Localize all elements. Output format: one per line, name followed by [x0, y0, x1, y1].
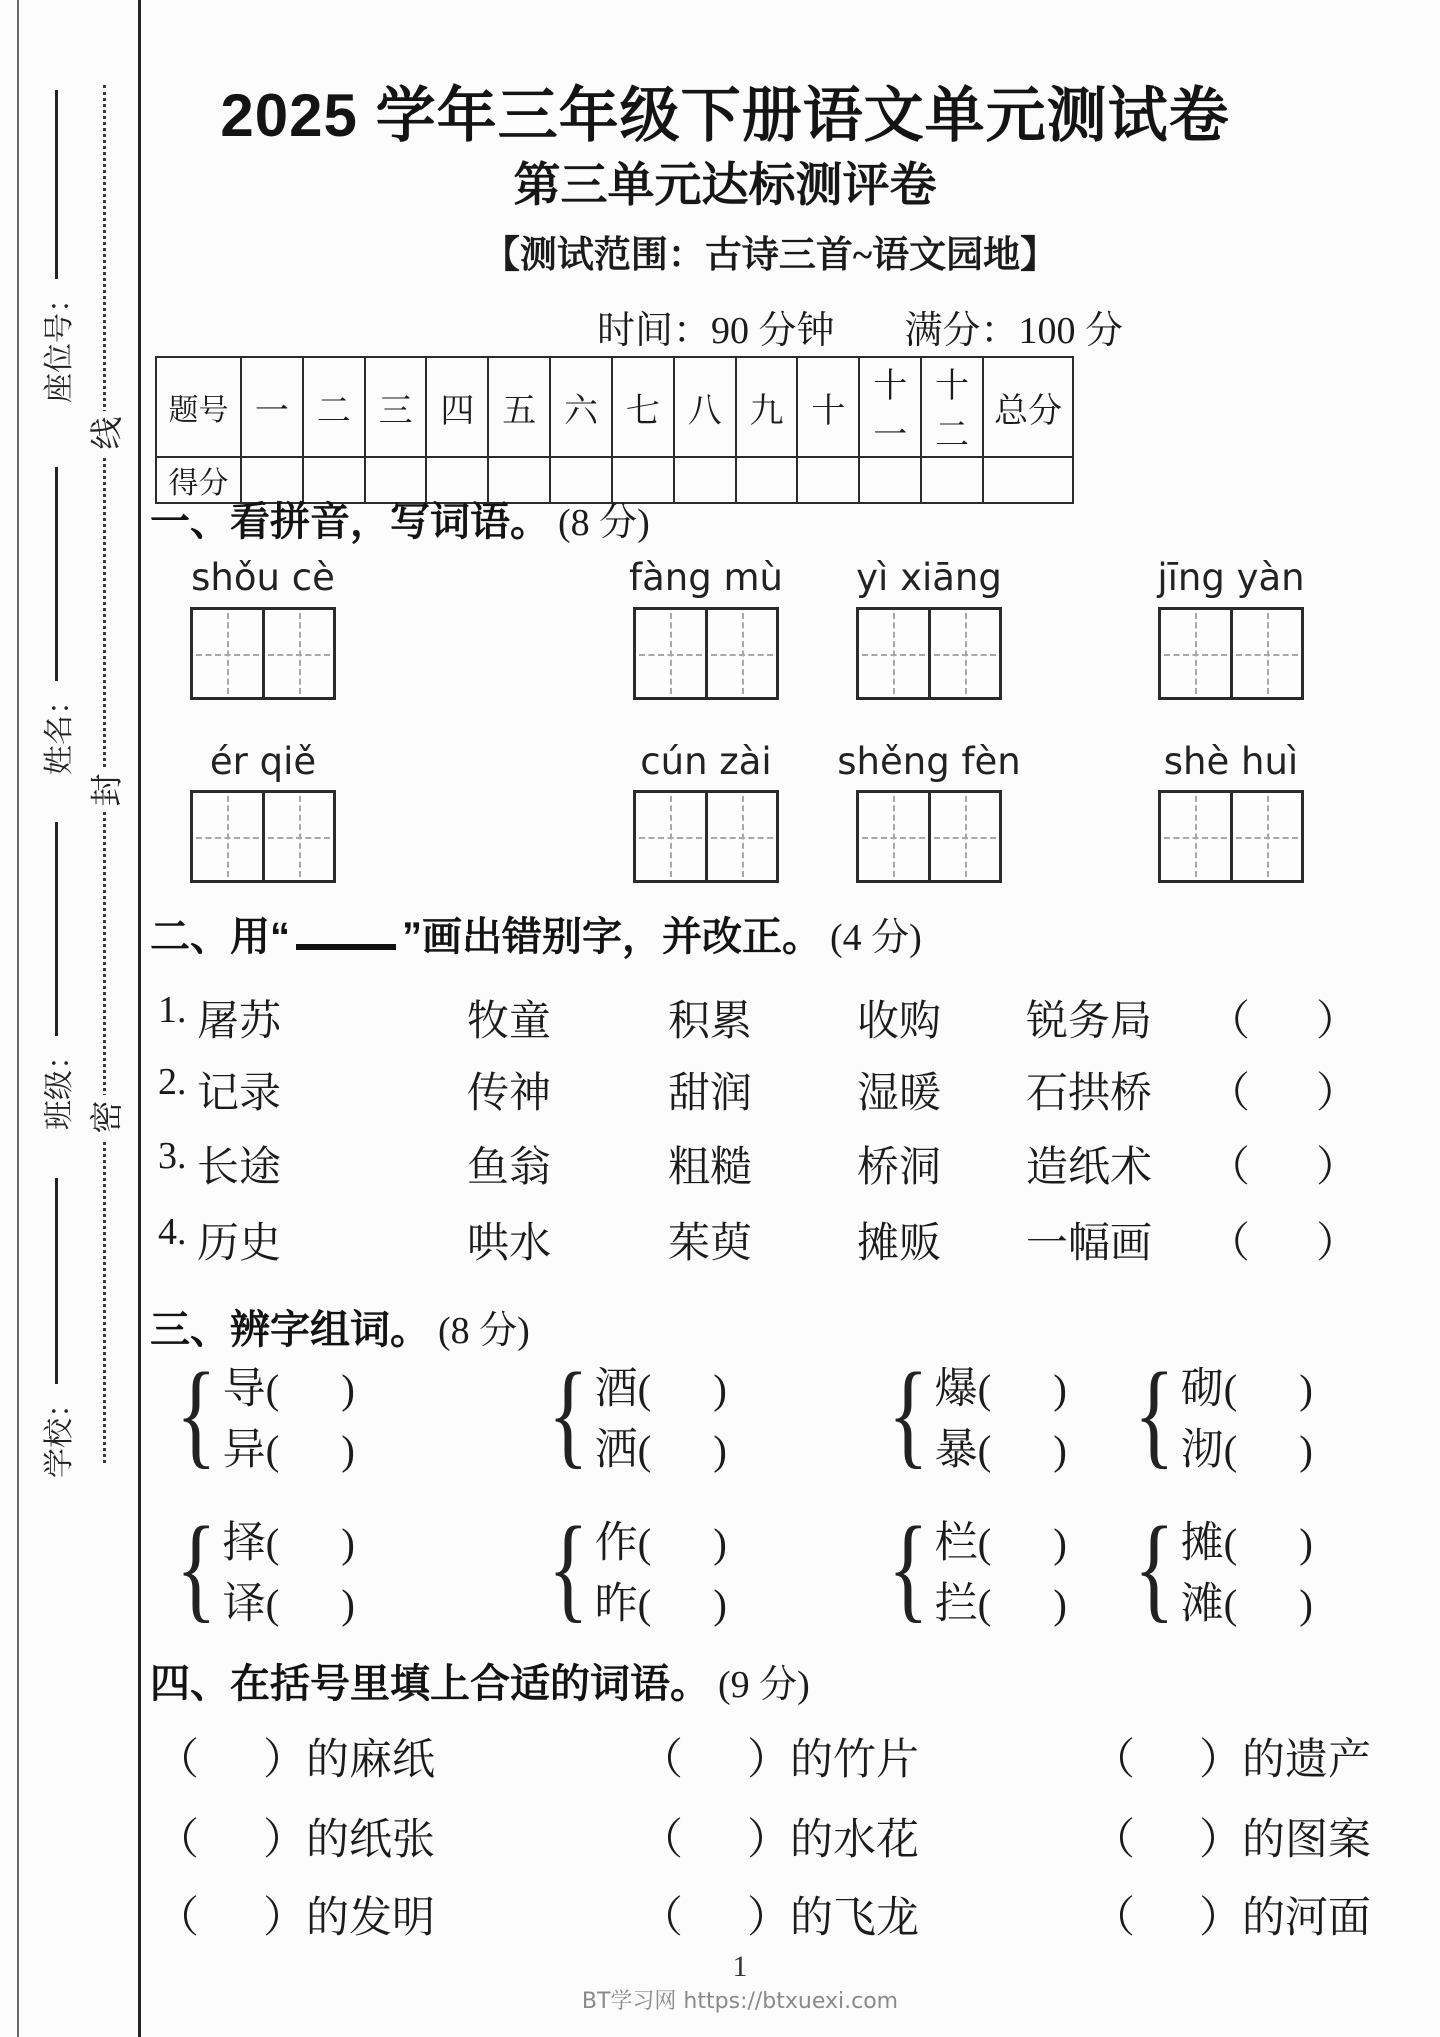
exam-scope: 【测试范围：古诗三首~语文园地】: [482, 235, 1058, 276]
writing-cell: [1161, 793, 1230, 880]
answer-paren-close: ）: [263, 1817, 306, 1864]
fill-in-item: [1092, 1884, 1371, 1945]
char-pair-lines: [223, 1509, 355, 1627]
char-pair-lines: [223, 1355, 355, 1473]
answer-paren-open: （: [1208, 1221, 1251, 1267]
char-pair-lines: [935, 1355, 1067, 1473]
score-col-header: 一: [241, 357, 303, 457]
brace-bracket: {: [175, 1348, 217, 1479]
char-pair-group: [1126, 1502, 1313, 1633]
answer-paren-close: ): [713, 1427, 727, 1473]
word-item: 的麻纸: [306, 1737, 435, 1784]
section3-heading-text: 三、辨字组词。: [150, 1308, 430, 1352]
answer-paren-open: (: [1223, 1520, 1238, 1566]
score-col-header: 十二: [921, 357, 983, 457]
pinyin-word: jīng yàn: [1157, 556, 1305, 599]
header-scope-row: [140, 224, 1310, 278]
answer-paren-close: ): [341, 1520, 355, 1566]
word-item: 牧童: [467, 999, 552, 1045]
word-item: 甜润: [668, 1071, 753, 1117]
brace-bracket: {: [1133, 1502, 1175, 1633]
answer-paren-close: ): [1299, 1520, 1313, 1566]
section2-heading: [150, 905, 922, 962]
answer-paren-open: （: [1092, 1737, 1135, 1784]
answer-paren-close: ): [341, 1581, 355, 1627]
fill-in-item: [156, 1884, 435, 1945]
score-cell: [983, 457, 1073, 503]
answer-paren-open: (: [1223, 1366, 1238, 1412]
word-item: 记录: [197, 1071, 282, 1117]
writing-cell: [705, 793, 777, 880]
seat-number-blank-line: [55, 90, 58, 279]
score-col-header: 五: [488, 357, 550, 457]
section2-points: (4 分): [830, 917, 922, 959]
char-item: 异: [222, 1427, 266, 1474]
seal-char-mi: 密: [82, 1095, 126, 1139]
answer-paren-open: (: [977, 1520, 992, 1566]
char-item: 滩: [1180, 1581, 1224, 1628]
score-col-header: 十一: [859, 357, 921, 457]
brace-bracket: {: [887, 1348, 929, 1479]
word-item: 的飞龙: [790, 1895, 919, 1942]
char-item: 摊: [1180, 1520, 1224, 1567]
exam-time: 时间：90 分钟: [596, 310, 835, 352]
error-word-row: [0, 1060, 1440, 1117]
char-pair-lines: [595, 1509, 727, 1627]
section3-points: (8 分): [438, 1310, 530, 1352]
char-item: 拦: [934, 1581, 978, 1628]
answer-paren-close: ): [1299, 1366, 1313, 1412]
blank-underline: [296, 916, 396, 950]
answer-paren-open: （: [1092, 1895, 1135, 1942]
section4-heading-text: 四、在括号里填上合适的词语。: [150, 1662, 710, 1706]
fill-in-item: [156, 1806, 435, 1867]
answer-paren-open: (: [1223, 1581, 1238, 1627]
answer-paren-open: (: [637, 1520, 652, 1566]
writing-cell: [1230, 610, 1302, 697]
score-col-header: 三: [365, 357, 427, 457]
exam-subtitle: 第三单元达标测评卷: [513, 158, 937, 211]
word-item: 锐务局: [1026, 999, 1153, 1045]
writing-cell: [262, 793, 334, 880]
pinyin-writing-box: [190, 607, 336, 700]
word-item: 的图案: [1242, 1817, 1371, 1864]
word-item: 屠苏: [197, 999, 282, 1045]
char-item: 暴: [934, 1427, 978, 1474]
answer-paren-close: ): [1053, 1366, 1067, 1412]
score-col-header: 六: [550, 357, 612, 457]
char-item: 导: [222, 1366, 266, 1413]
fill-in-item: [156, 1726, 435, 1787]
char-pair-group: [168, 1348, 355, 1479]
answer-paren-close: ): [1053, 1427, 1067, 1473]
answer-paren-open: （: [640, 1895, 683, 1942]
answer-paren-open: （: [156, 1895, 199, 1942]
char-item: 择: [222, 1520, 266, 1567]
answer-paren-close: ）: [747, 1737, 790, 1784]
char-pair-group: [168, 1502, 355, 1633]
answer-paren-open: (: [265, 1581, 280, 1627]
word-item: 粗糙: [668, 1145, 753, 1191]
word-item: 的竹片: [790, 1737, 919, 1784]
writing-cell: [928, 793, 1000, 880]
char-pair-group: [540, 1502, 727, 1633]
pinyin-writing-box: [1158, 607, 1304, 700]
name-field: [33, 467, 79, 775]
answer-paren-open: （: [156, 1817, 199, 1864]
score-col-header: 总分: [983, 357, 1073, 457]
char-pair-lines: [935, 1509, 1067, 1627]
answer-paren-open: (: [977, 1427, 992, 1473]
answer-paren-close: ）: [1316, 1221, 1359, 1267]
answer-paren-close: ): [1053, 1520, 1067, 1566]
word-item: 摊贩: [857, 1221, 942, 1267]
char-item: 沏: [1180, 1427, 1224, 1474]
brace-bracket: {: [175, 1502, 217, 1633]
brace-bracket: {: [887, 1502, 929, 1633]
class-label: 班级：: [43, 1040, 76, 1130]
pinyin-writing-box: [633, 790, 779, 883]
char-pair-group: [880, 1502, 1067, 1633]
score-cell: [859, 457, 921, 503]
char-pair-group: [1126, 1348, 1313, 1479]
school-blank-line: [55, 1178, 58, 1384]
seat-number-label: 座位号：: [43, 283, 76, 403]
word-item: 历史: [197, 1221, 282, 1267]
answer-paren-close: ）: [1199, 1737, 1242, 1784]
answer-paren-close: ): [1053, 1581, 1067, 1627]
word-item: 茱萸: [668, 1221, 753, 1267]
answer-paren-open: （: [640, 1817, 683, 1864]
word-item: 湿暖: [857, 1071, 942, 1117]
pinyin-word: yì xiāng: [856, 556, 1002, 599]
answer-paren-open: （: [156, 1737, 199, 1784]
answer-paren-open: （: [1208, 1071, 1251, 1117]
fill-in-item: [640, 1726, 919, 1787]
answer-paren-open: (: [265, 1366, 280, 1412]
word-item: 收购: [857, 999, 942, 1045]
brace-bracket: {: [547, 1502, 589, 1633]
char-item: 砌: [1180, 1366, 1224, 1413]
answer-paren-close: ): [713, 1366, 727, 1412]
section2-heading-prefix: 二、用: [150, 915, 270, 959]
answer-paren-close: ）: [1199, 1817, 1242, 1864]
answer-paren-open: (: [977, 1366, 992, 1412]
question-number-label: 题号: [156, 357, 241, 457]
writing-cell: [1161, 610, 1230, 697]
score-label: 得分: [156, 457, 241, 503]
writing-cell: [859, 610, 928, 697]
word-item: 石拱桥: [1026, 1071, 1153, 1117]
char-item: 酒: [594, 1366, 638, 1413]
writing-cell: [193, 793, 262, 880]
section1-heading: [150, 490, 650, 547]
question-number: 1.: [158, 989, 187, 1031]
answer-paren-open: （: [1208, 999, 1251, 1045]
writing-cell: [928, 610, 1000, 697]
exam-title: 2025 学年三年级下册语文单元测试卷: [220, 82, 1230, 149]
question-number: 3.: [158, 1135, 187, 1177]
char-item: 作: [594, 1520, 638, 1567]
answer-paren-close: ): [713, 1581, 727, 1627]
pinyin-writing-box: [190, 790, 336, 883]
question-number: 4.: [158, 1211, 187, 1253]
quote-close: ”: [402, 915, 422, 959]
answer-paren-close: ): [341, 1427, 355, 1473]
pinyin-writing-box: [856, 607, 1002, 700]
char-pair-lines: [1181, 1509, 1313, 1627]
header-title-row: [140, 68, 1310, 154]
fill-in-item: [640, 1884, 919, 1945]
header-time-row: [275, 299, 1440, 354]
name-blank-line: [55, 467, 58, 681]
error-word-row: [0, 988, 1440, 1045]
char-item: 栏: [934, 1520, 978, 1567]
score-col-header: 七: [612, 357, 674, 457]
question-number: 2.: [158, 1061, 187, 1103]
score-cell: [736, 457, 798, 503]
char-item: 昨: [594, 1581, 638, 1628]
school-label: 学校：: [43, 1388, 76, 1478]
answer-paren-close: ): [713, 1520, 727, 1566]
answer-paren-open: (: [977, 1581, 992, 1627]
brace-bracket: {: [547, 1348, 589, 1479]
answer-paren-close: ): [1299, 1427, 1313, 1473]
char-pair-group: [880, 1348, 1067, 1479]
char-item: 译: [222, 1581, 266, 1628]
word-item: 的遗产: [1242, 1737, 1371, 1784]
char-item: 爆: [934, 1366, 978, 1413]
score-col-header: 十: [797, 357, 859, 457]
word-item: 一幅画: [1026, 1221, 1153, 1267]
score-cell: [921, 457, 983, 503]
word-item: 的河面: [1242, 1895, 1371, 1942]
word-item: 传神: [467, 1071, 552, 1117]
fill-in-item: [1092, 1726, 1371, 1787]
writing-cell: [193, 610, 262, 697]
header-subtitle-row: [140, 148, 1310, 215]
answer-paren-open: （: [1092, 1817, 1135, 1864]
word-item: 造纸术: [1026, 1145, 1153, 1191]
seat-number-field: [33, 90, 79, 403]
word-item: 的发明: [306, 1895, 435, 1942]
answer-paren-open: (: [637, 1581, 652, 1627]
writing-cell: [859, 793, 928, 880]
char-pair-group: [540, 1348, 727, 1479]
writing-cell: [262, 610, 334, 697]
score-col-header: 九: [736, 357, 798, 457]
section2-heading-suffix: 画出错别字，并改正。: [422, 915, 822, 959]
section1-heading-text: 一、看拼音，写词语。: [150, 500, 550, 544]
fill-in-item: [1092, 1806, 1371, 1867]
answer-paren-open: (: [265, 1427, 280, 1473]
name-label: 姓名：: [43, 685, 76, 775]
word-item: 长途: [197, 1145, 282, 1191]
answer-paren-close: ）: [263, 1737, 306, 1784]
answer-paren-close: ): [341, 1366, 355, 1412]
pinyin-word: shè huì: [1163, 740, 1299, 783]
section4-points: (9 分): [718, 1664, 810, 1706]
score-cell: [674, 457, 736, 503]
error-word-row: [0, 1134, 1440, 1191]
answer-paren-open: (: [637, 1366, 652, 1412]
char-item: 洒: [594, 1427, 638, 1474]
answer-paren-close: ）: [747, 1817, 790, 1864]
score-col-header: 二: [303, 357, 365, 457]
pinyin-word: cún zài: [640, 740, 772, 783]
writing-cell: [1230, 793, 1302, 880]
writing-cell: [636, 793, 705, 880]
answer-paren-open: （: [640, 1737, 683, 1784]
seal-char-xian: 线: [82, 411, 126, 455]
score-col-header: 八: [674, 357, 736, 457]
score-col-header: 四: [426, 357, 488, 457]
answer-paren-close: ）: [747, 1895, 790, 1942]
section3-heading: [150, 1298, 530, 1355]
writing-cell: [705, 610, 777, 697]
word-item: 鱼翁: [467, 1145, 552, 1191]
pinyin-word: shěng fèn: [837, 740, 1021, 783]
section4-heading: [150, 1652, 810, 1709]
quote-open: “: [270, 915, 290, 959]
word-item: 的水花: [790, 1817, 919, 1864]
pinyin-writing-box: [633, 607, 779, 700]
char-pair-lines: [595, 1355, 727, 1473]
word-item: 哄水: [467, 1221, 552, 1267]
answer-paren-close: ）: [263, 1895, 306, 1942]
answer-paren-open: (: [637, 1427, 652, 1473]
exam-full-score: 满分：100 分: [904, 310, 1124, 352]
pinyin-word: shǒu cè: [191, 556, 335, 599]
pinyin-writing-box: [1158, 790, 1304, 883]
error-word-row: [0, 1210, 1440, 1267]
score-cell: [797, 457, 859, 503]
answer-paren-open: (: [265, 1520, 280, 1566]
answer-paren-close: ）: [1316, 999, 1359, 1045]
answer-paren-open: （: [1208, 1145, 1251, 1191]
answer-paren-open: (: [1223, 1427, 1238, 1473]
char-pair-lines: [1181, 1355, 1313, 1473]
site-watermark: BT学习网 https://btxuexi.com: [581, 1989, 899, 2014]
answer-paren-close: ）: [1316, 1071, 1359, 1117]
word-item: 桥洞: [857, 1145, 942, 1191]
brace-bracket: {: [1133, 1348, 1175, 1479]
pinyin-word: fàng mù: [629, 556, 783, 599]
word-item: 的纸张: [306, 1817, 435, 1864]
pinyin-word: ér qiě: [209, 740, 317, 783]
pinyin-writing-box: [856, 790, 1002, 883]
answer-paren-close: ): [1299, 1581, 1313, 1627]
word-item: 积累: [668, 999, 753, 1045]
seal-char-feng: 封: [82, 768, 126, 812]
score-table: [155, 356, 1074, 504]
score-table-header-row: [156, 357, 1073, 457]
fill-in-item: [640, 1806, 919, 1867]
answer-paren-close: ）: [1316, 1145, 1359, 1191]
writing-cell: [636, 610, 705, 697]
answer-paren-close: ）: [1199, 1895, 1242, 1942]
section1-points: (8 分): [558, 502, 650, 544]
page-number: 1: [732, 1950, 748, 1983]
